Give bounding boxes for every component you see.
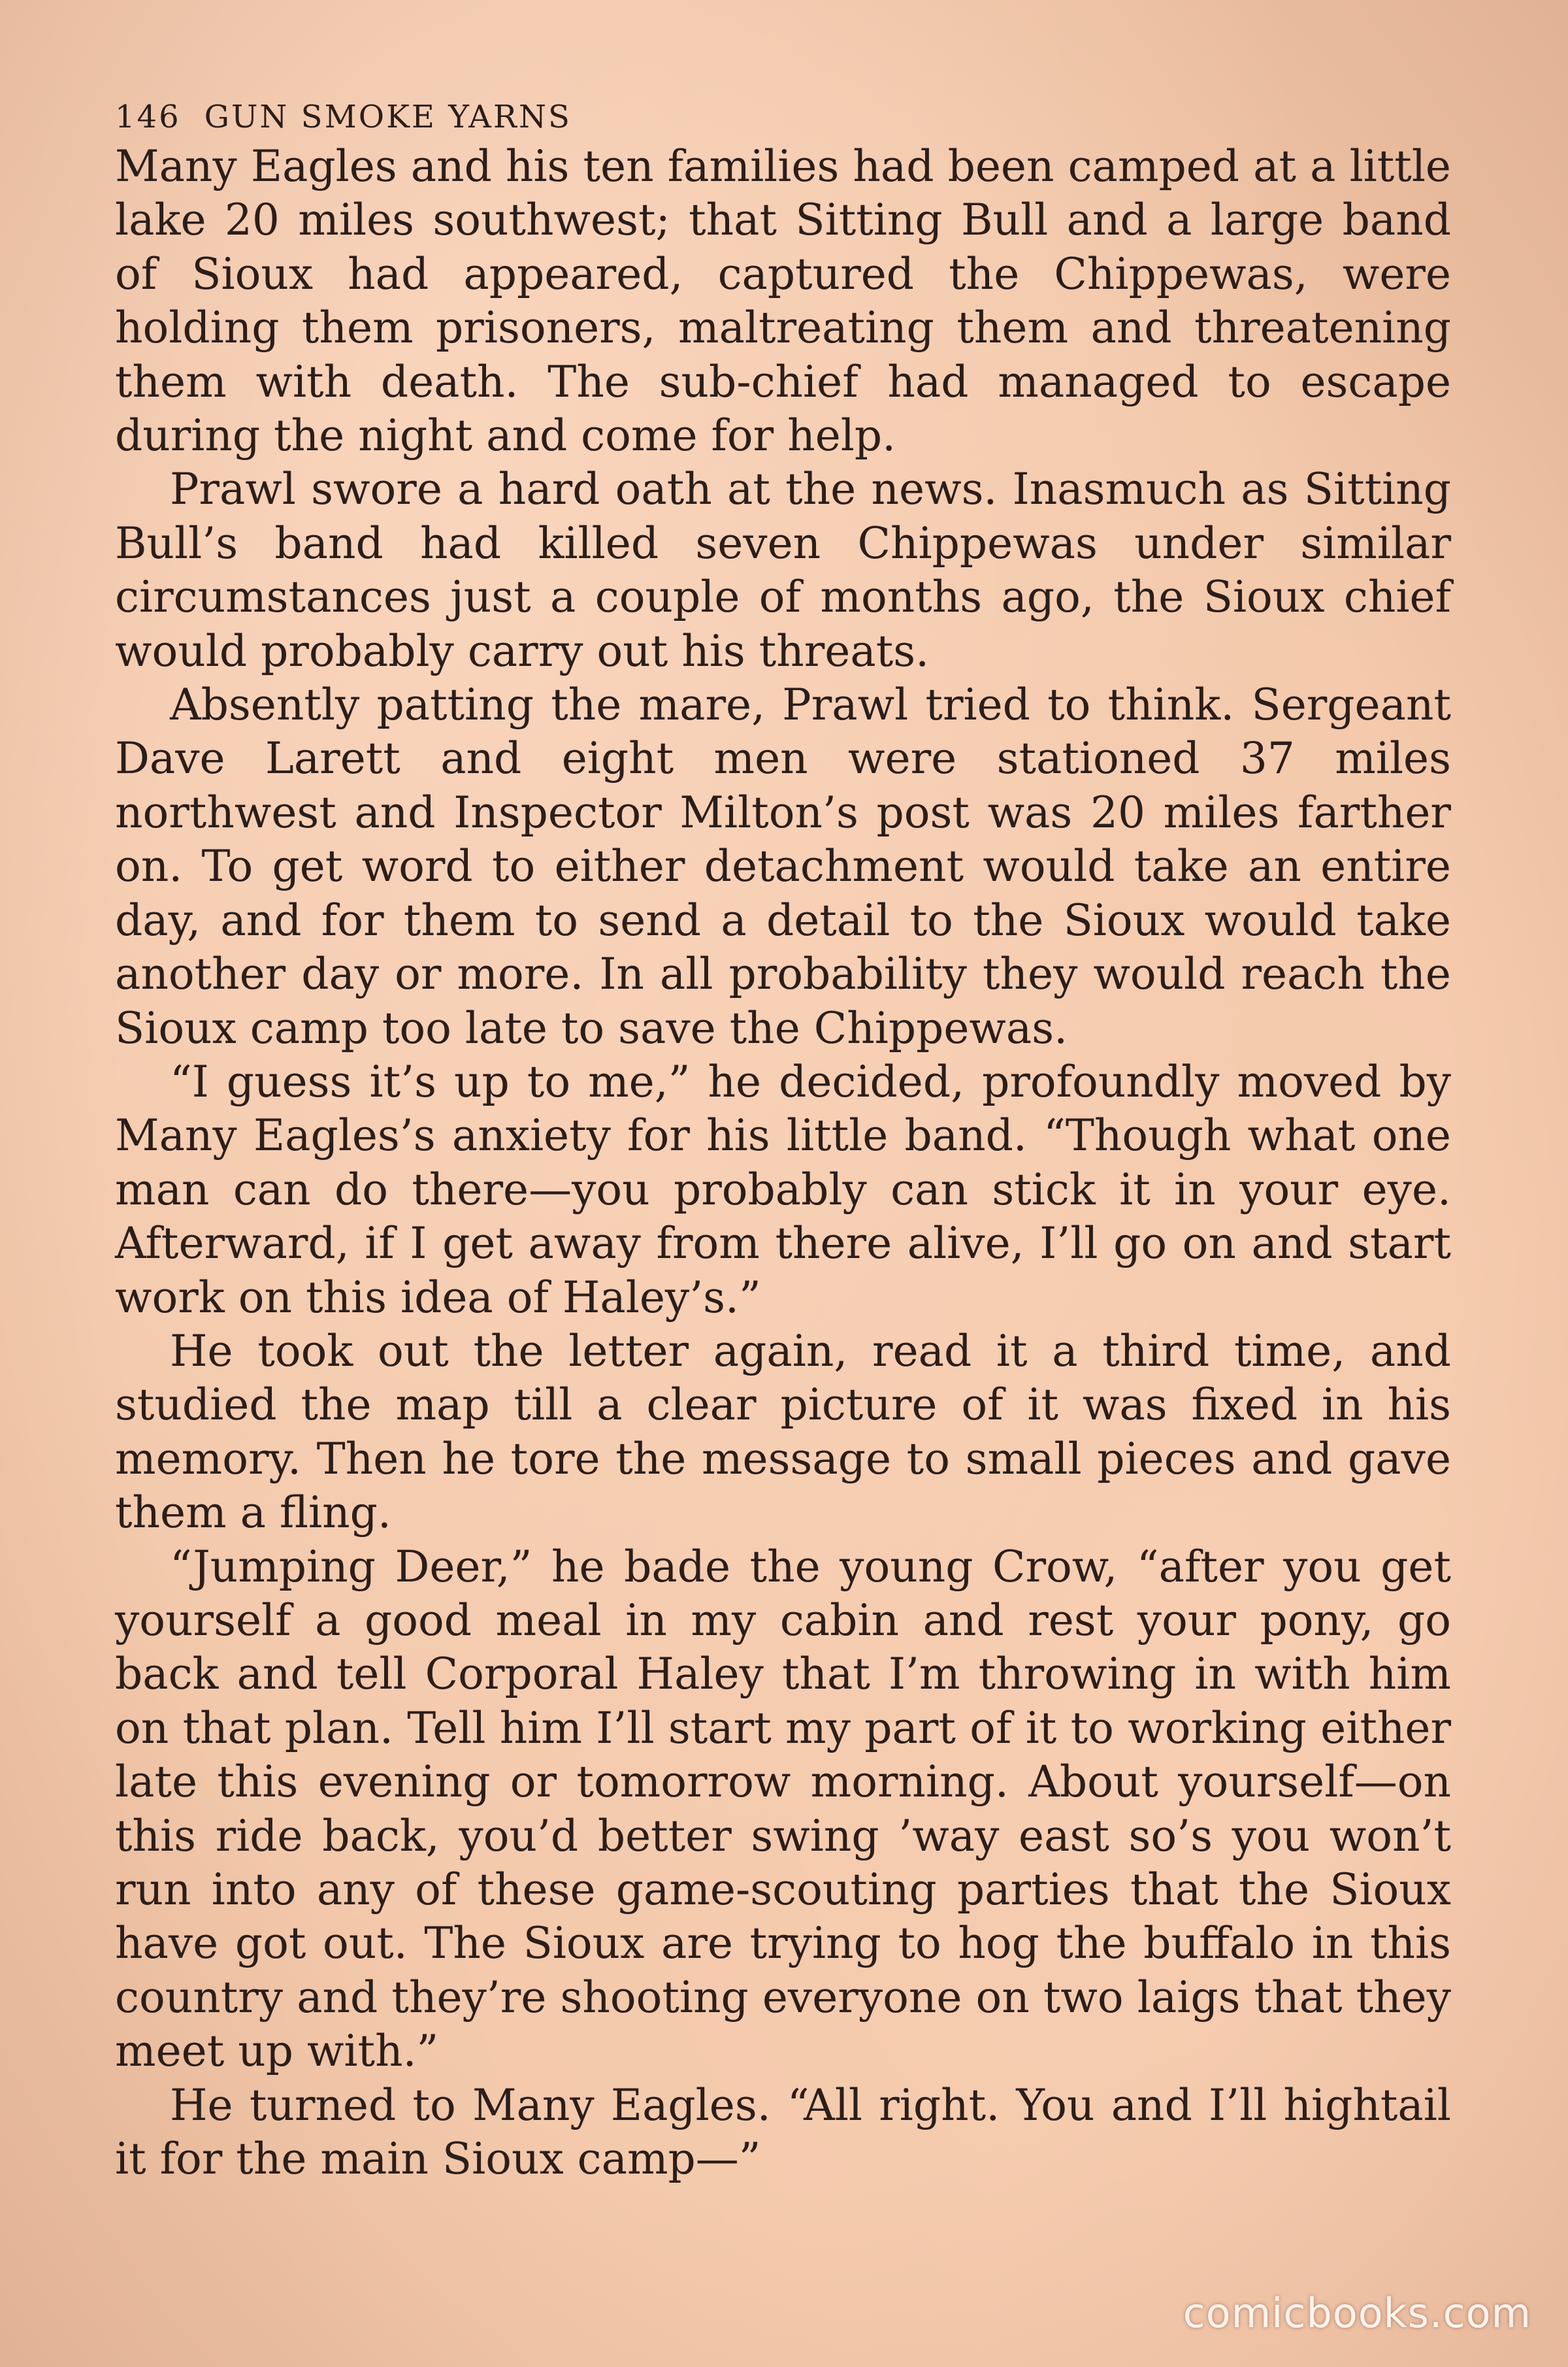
paragraph-5: He took out the letter again, read it a third time, and studied the map till a clear picture of it was fixed in his memory. Then he tore the message to small pieces and gave them a fling. [115,1325,1451,1538]
running-head [115,98,1451,136]
paragraph-2: Prawl swore a hard oath at the news. Inasmuch as Sitting Bull’s band had killed seven Chippewas under similar circumstances just a couple of months ago, the Sioux chief would probably carry out his threats. [115,464,1451,676]
paragraph-3: Absently patting the mare, Prawl tried to think. Sergeant Dave Larett and eight men were stationed 37 miles northwest and Inspector Milton’s post was 20 miles farther on. To get word to either detachment would take an entire day, and for them to send a detail to the Sioux would take another day or more. In all probability they would reach the Sioux camp too late to save the Chippewas. [115,680,1451,1053]
page-number: 146 [115,99,181,135]
paragraph-1: Many Eagles and his ten families had been camped at a little lake 20 miles southwest; that Sitting Bull and a large band of Sioux had appeared, captured the Chippewas, were holding them prisoners, maltreating them and threatening them with death. The sub-chief had managed to escape during the night and come for help. [115,141,1451,461]
book-title: GUN SMOKE YARNS [204,99,572,135]
body-text [115,140,1451,2186]
book-page [115,98,1451,2255]
watermark: comicbooks.com [1183,2289,1531,2337]
paragraph-7: He turned to Many Eagles. “All right. You and I’ll hightail it for the main Sioux camp—” [115,2079,1451,2185]
paragraph-4: “I guess it’s up to me,” he decided, profoundly moved by Many Eagles’s anxiety for his little band. “Though what one man can do there—you probably can stick it in your eye. Afterward, if I get away from there alive, I’ll go on and start work on this idea of Haley’s.” [115,1056,1451,1323]
paragraph-6: “Jumping Deer,” he bade the young Crow, “after you get yourself a good meal in my cabin and rest your pony, go back and tell Corporal Haley that I’m throwing in with him on that plan. Tell him I’ll start my part of it to working either late this evening or tomorrow morning. About yourself—on this ride back, you’d better swing ’way east so’s you won’t run into any of these game-scouting parties that the Sioux have got out. The Sioux are trying to hog the buffalo in this country and they’re shooting everyone on two laigs that they meet up with.” [115,1541,1451,2077]
